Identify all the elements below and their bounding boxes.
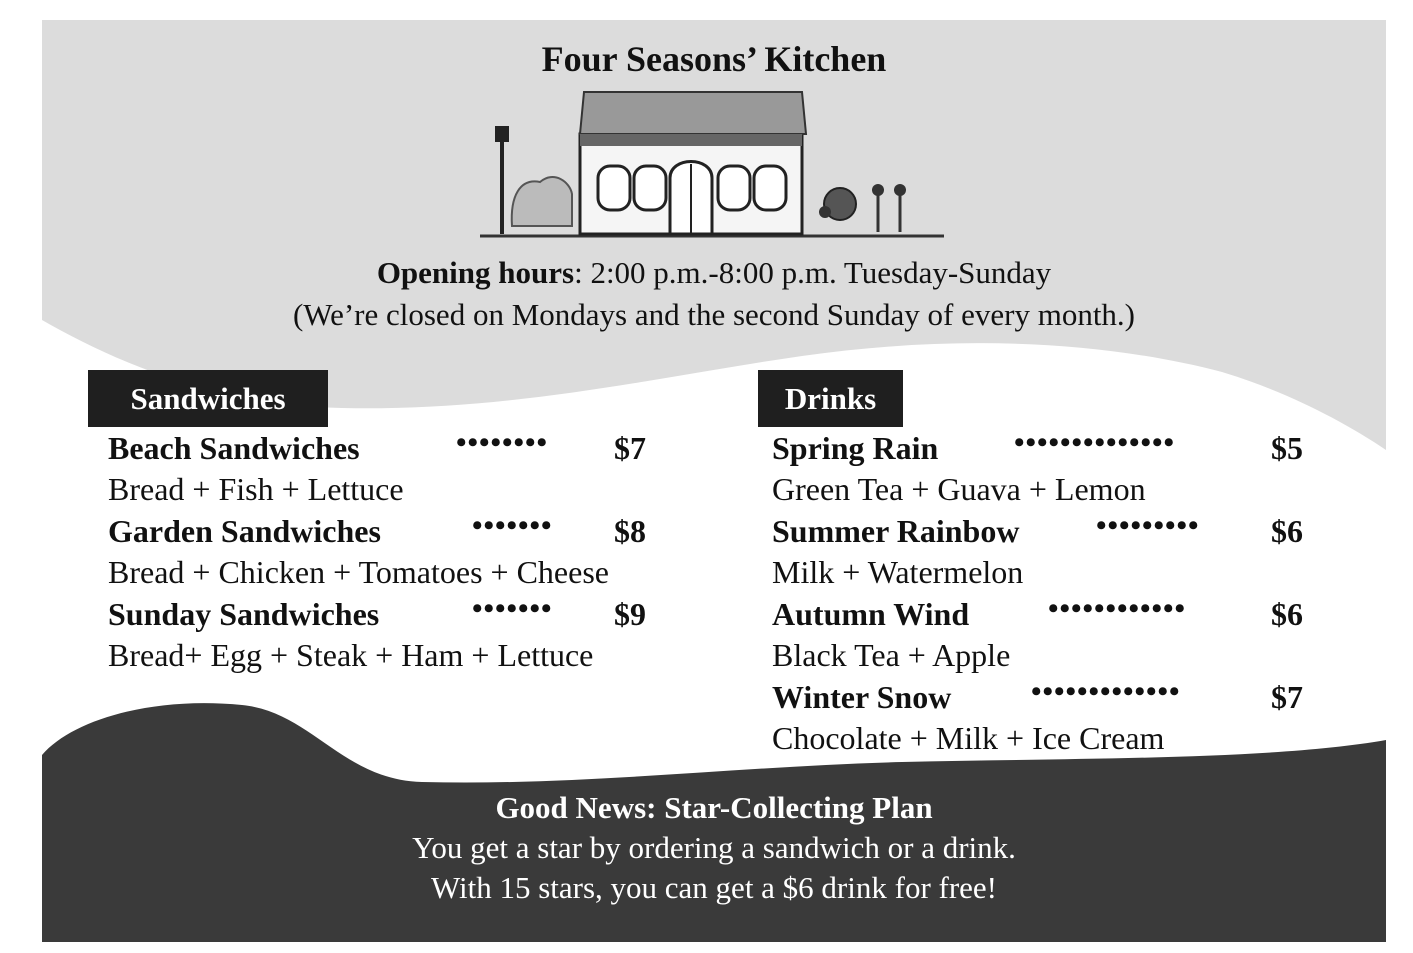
item-price: $5 [1271, 430, 1303, 466]
item-name: Garden Sandwiches [108, 513, 381, 549]
item-price: $7 [1271, 679, 1303, 715]
leader-dots: •••••••••••••• [1014, 426, 1176, 459]
item-name: Winter Snow [772, 679, 952, 715]
menu-item [108, 509, 668, 593]
menu-item [772, 592, 1312, 676]
hours-note: (We’re closed on Mondays and the second Sunday of every month.) [292, 297, 1136, 332]
leader-dots: ••••••• [472, 509, 553, 542]
leader-dots: •••••••••••• [1048, 592, 1187, 625]
hours-line [42, 252, 1386, 294]
hours-label: Opening hours [376, 255, 575, 290]
item-description: Chocolate + Milk + Ice Cream [772, 720, 1165, 756]
item-name: Beach Sandwiches [108, 430, 360, 466]
item-description: Milk + Watermelon [772, 554, 1024, 590]
item-price: $6 [1271, 513, 1303, 549]
menu-item [108, 426, 668, 510]
menu-item [772, 426, 1312, 510]
item-name: Autumn Wind [772, 596, 970, 632]
leader-dots: ••••••••••••• [1031, 675, 1181, 708]
restaurant-title: Four Seasons’ Kitchen [541, 39, 887, 79]
item-description: Bread + Fish + Lettuce [108, 471, 404, 507]
item-name: Summer Rainbow [772, 513, 1020, 549]
leader-dots: ••••••••• [1096, 509, 1200, 542]
menu-item [108, 592, 668, 676]
hours-value: : 2:00 p.m.-8:00 p.m. Tuesday-Sunday [574, 255, 1052, 290]
bush-icon [512, 177, 572, 226]
menu-card [42, 20, 1386, 942]
item-description: Bread+ Egg + Steak + Ham + Lettuce [108, 637, 594, 673]
restaurant-building-icon [480, 86, 950, 246]
drinks-heading: Drinks [758, 370, 903, 427]
menu-item [772, 509, 1312, 593]
item-description: Bread + Chicken + Tomatoes + Cheese [108, 554, 609, 590]
news-line-1: You get a star by ordering a sandwich or a drink. [412, 830, 1016, 865]
item-price: $6 [1271, 596, 1303, 632]
item-price: $9 [614, 596, 646, 632]
item-name: Spring Rain [772, 430, 939, 466]
item-description: Black Tea + Apple [772, 637, 1011, 673]
good-news-section [42, 788, 1386, 908]
item-price: $8 [614, 513, 646, 549]
news-title: Good News: Star-Collecting Plan [495, 790, 933, 825]
menu-item [772, 675, 1312, 759]
item-price: $7 [614, 430, 646, 466]
item-name: Sunday Sandwiches [108, 596, 380, 632]
street-lamp-icon [495, 126, 509, 234]
opening-hours [42, 252, 1386, 336]
leader-dots: ••••••• [472, 592, 553, 625]
leader-dots: •••••••• [456, 426, 549, 459]
sandwiches-heading: Sandwiches [88, 370, 328, 427]
item-description: Green Tea + Guava + Lemon [772, 471, 1146, 507]
news-line-2: With 15 stars, you can get a $6 drink for free! [430, 870, 998, 905]
